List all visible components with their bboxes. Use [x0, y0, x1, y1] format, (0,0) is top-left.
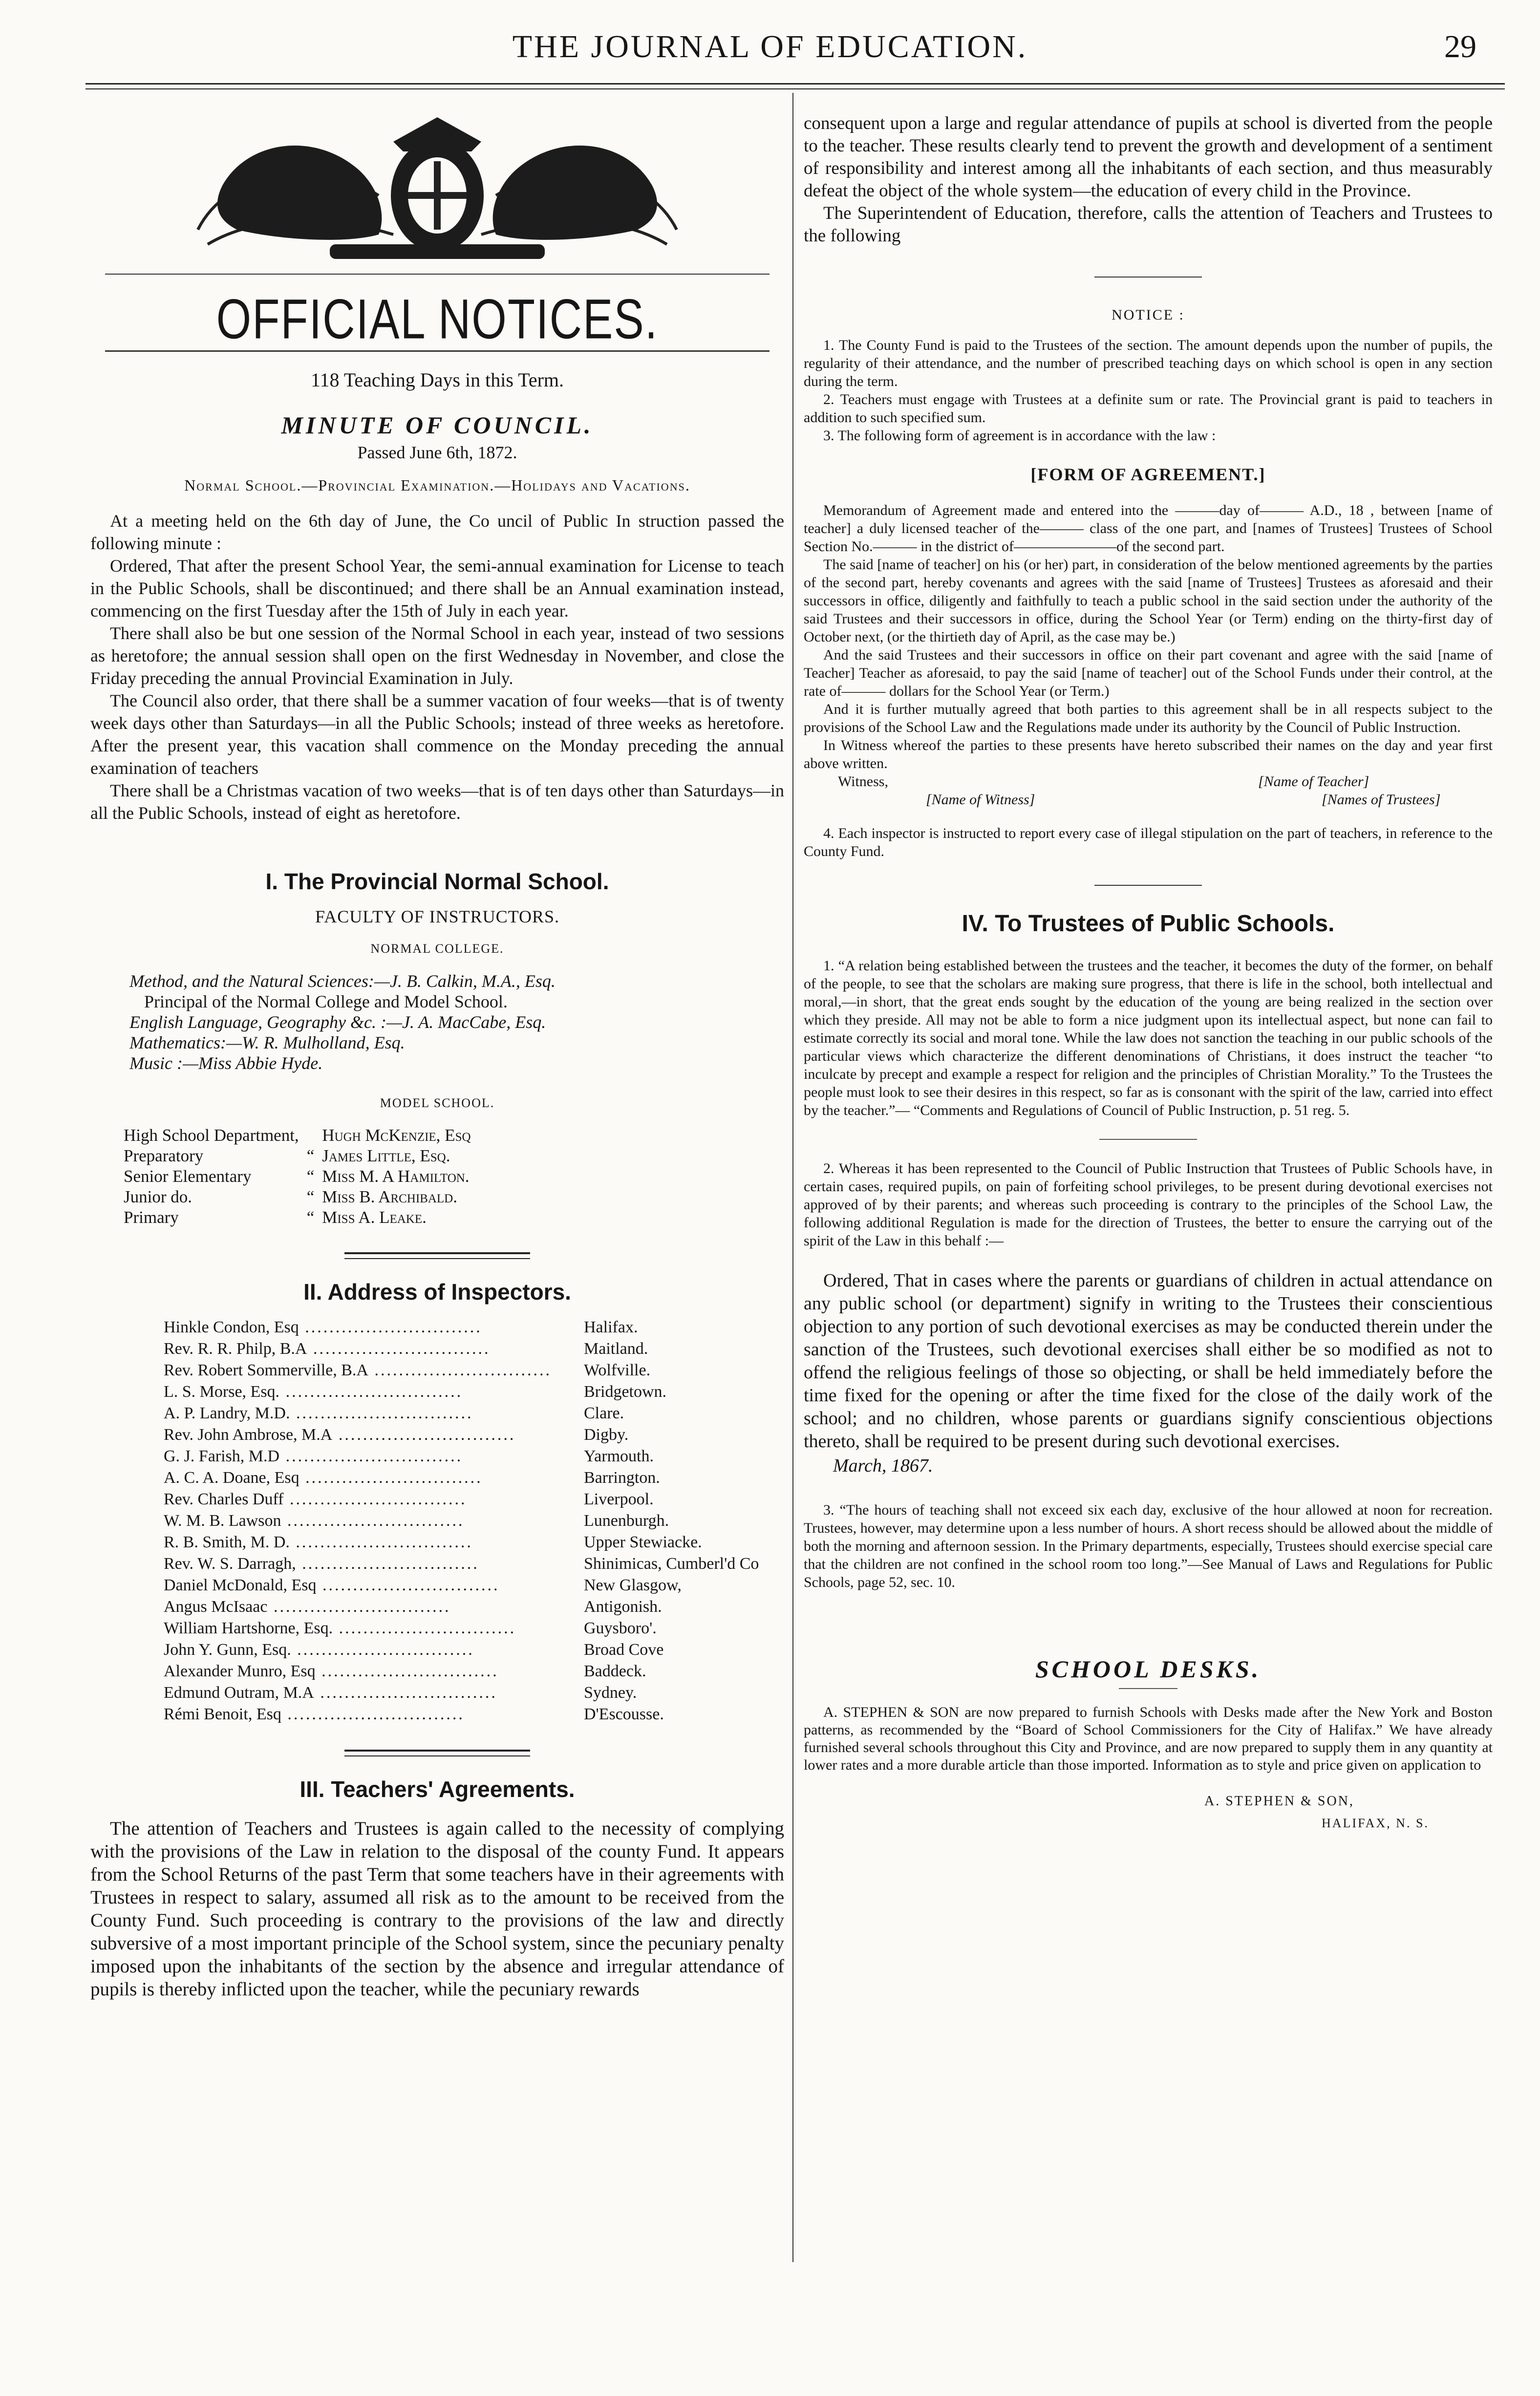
table-cell: “: [306, 1187, 315, 1206]
header-rule: [86, 83, 1505, 89]
passed-date: Passed June 6th, 1872.: [357, 443, 517, 462]
inspector-name: Hinkle Condon, Esq: [164, 1318, 299, 1336]
leader-dots: .............................: [368, 1361, 552, 1379]
leader-dots: .............................: [289, 1533, 473, 1551]
inspector-name: William Hartshorne, Esq.: [164, 1619, 333, 1637]
witness-label: Witness,: [838, 773, 888, 790]
table-row: [164, 1532, 770, 1553]
journal-title: THE JOURNAL OF EDUCATION.: [512, 29, 1028, 64]
instructor: Mathematics:—W. R. Mulholland, Esq.: [129, 1033, 405, 1052]
section-heading: II. Address of Inspectors.: [303, 1279, 571, 1305]
table-row: [164, 1639, 770, 1661]
paragraph: The Council also order, that there shall be a summer vacation of four weeks—that is of twenty week days other than Saturdays—in all the Public Schools; instead of three weeks as heretofore. After the present year, this vacation shall commence on the Monday preceding the annual examination of teachers: [90, 691, 784, 778]
table-row: [120, 1125, 475, 1146]
witness-block: [804, 772, 1493, 812]
notice-item: 1. The County Fund is paid to the Trustees of the section. The amount depends upon the number of pupils, the regularity of their attendance, and the number of prescribed teaching days on which school is open in any section during the term.: [804, 337, 1493, 389]
crest-rule: [105, 274, 770, 275]
inspector-name: Rev. Robert Sommerville, B.A: [164, 1361, 368, 1379]
instructor: Method, and the Natural Sciences:—J. B. Calkin, M.A., Esq.: [129, 971, 556, 991]
leader-dots: .............................: [290, 1404, 473, 1422]
inspector-place: Digby.: [584, 1426, 629, 1444]
table-cell: James Little, Esq.: [322, 1146, 450, 1165]
table-row: [164, 1360, 770, 1381]
regulation-paragraph: 1. “A relation being established between the trustees and the teacher, it becomes the duty of the former, on behalf of the people, to see that the scholars are making sure progress, that there is life in the school, both intellectual and moral,—in short, that the great ends sought by the education of the young are being realized in the section over which they preside. All may not be able to form a nice judgment upon its intellectual aspect, but none can fail to estimate correctly its social and moral tone. While the law does not sanction the teaching in our public schools of the particular views which characterize the different denominations of Christians, it does instruct the teacher “to inculcate by precept and example a respect for religion and the principles of Christian Morality.” To the Trustees the people must look to see their desires in this respect, so far as is consonant with the spirit of the law, carried into effect by the teacher.”— “Comments and Regulations of Council of Public Instruction, p. 51 reg. 5.: [804, 958, 1493, 1118]
table-row: [164, 1510, 770, 1532]
table-row: [164, 1618, 770, 1639]
table-row: [164, 1661, 770, 1682]
inspector-name: G. J. Farish, M.D: [164, 1447, 280, 1465]
inspector-name: Rev. Charles Duff: [164, 1490, 284, 1508]
inspector-place: D'Escousse.: [584, 1705, 664, 1723]
section-heading: I. The Provincial Normal School.: [265, 869, 609, 894]
minute-title: MINUTE OF COUNCIL.: [281, 411, 594, 439]
desks-advertisement: A. STEPHEN & SON are now prepared to furnish Schools with Desks made after the New York and Boston patterns, as recommended by the “Board of School Commissioners for the City of Halifax.” We have already furnished several schools throughout this City and Province, and are now prepared to supply them in any quantity at lower rates and a more durable article than those imported. Information as to style and price given on application to: [804, 1704, 1493, 1773]
inspector-place: Baddeck.: [584, 1662, 646, 1680]
form-paragraph: Memorandum of Agreement made and entered into the ———day of——— A.D., 18 , between [name of teacher] a duly licensed teacher of the——— class of the one part, and [names of Trustees] Trustees of School Section No.——— in the district of———————of the second part.: [804, 502, 1493, 555]
instructor: Principal of the Normal College and Model School.: [144, 992, 508, 1011]
inspector-place: Guysboro'.: [584, 1619, 657, 1637]
table-cell: “: [306, 1167, 315, 1186]
regulation-paragraph: 3. “The hours of teaching shall not exceed six each day, exclusive of the hour allowed at noon for recreation. Trustees, however, may determine upon a less number of hours. A short recess should be allowed about the middle of both the morning and afternoon session. In the Primary departments, especially, Trustees should exercise special care that the children are not confined in the school room too long.”—See Manual of Laws and Regulations for Public Schools, page 52, sec. 10.: [804, 1502, 1493, 1590]
inspector-name: Rémi Benoit, Esq: [164, 1705, 281, 1723]
table-cell: Junior do.: [124, 1187, 192, 1206]
section-rule: [344, 1750, 530, 1756]
inspector-place: Broad Cove: [584, 1641, 664, 1659]
leader-dots: .............................: [332, 1426, 516, 1444]
notice-item: 2. Teachers must engage with Trustees at a definite sum or rate. The Provincial grant is paid to teachers in addition to such specified sum.: [804, 391, 1493, 426]
official-notices-title: OFFICIAL NOTICES.: [216, 288, 659, 351]
inspector-place: New Glasgow,: [584, 1576, 682, 1594]
table-row: [120, 1146, 475, 1166]
column-rule: [792, 93, 793, 2262]
inspector-name: A. C. A. Doane, Esq: [164, 1469, 299, 1487]
right-column: [804, 112, 1493, 1831]
table-row: [164, 1553, 770, 1575]
form-paragraph: And the said Trustees and their successors in office on their part covenant and agree with the said [name of Teacher] Teacher as aforesaid, to pay the said [name of teacher] out of the School Funds under their control, at the rate of——— dollars for the School Year (or Term.): [804, 647, 1493, 699]
witness-placeholder: [Name of Witness]: [926, 792, 1035, 808]
table-cell: Miss M. A Hamilton.: [322, 1167, 470, 1186]
table-row: [164, 1704, 770, 1725]
inspector-name: R. B. Smith, M. D.: [164, 1533, 290, 1551]
paragraph: Ordered, That after the present School Year, the semi-annual examination for License to teach in the Public Schools, shall be discontinued; and there shall be an Annual examination instead, commencing on the first Tuesday after the 15th of July in each year.: [90, 556, 784, 620]
school-desks-heading: SCHOOL DESKS.: [1035, 1655, 1262, 1683]
section-heading: III. Teachers' Agreements.: [299, 1776, 575, 1802]
advertiser-location: HALIFAX, N. S.: [1322, 1816, 1429, 1830]
table-row: [120, 1207, 475, 1228]
inspector-place: Antigonish.: [584, 1598, 662, 1616]
advertiser-name: A. STEPHEN & SON,: [1204, 1794, 1354, 1809]
leader-dots: .............................: [279, 1383, 463, 1401]
leader-dots: .............................: [315, 1662, 499, 1680]
inspector-name: Edmund Outram, M.A: [164, 1684, 314, 1702]
inspector-place: Yarmouth.: [584, 1447, 654, 1465]
inspector-place: Liverpool.: [584, 1490, 654, 1508]
divider-rule: [1094, 885, 1202, 886]
normal-school-heading: Normal School.—Provincial Examination.—Holidays and Vacations.: [184, 476, 690, 494]
inspector-name: Rev. W. S. Darragh,: [164, 1555, 296, 1573]
leader-dots: .............................: [333, 1619, 516, 1637]
table-row: [120, 1166, 475, 1187]
inspector-name: A. P. Landry, M.D.: [164, 1404, 290, 1422]
left-column: [90, 98, 784, 2001]
page-number: 29: [1444, 29, 1476, 64]
leader-dots: .............................: [296, 1555, 479, 1573]
table-row: [164, 1682, 770, 1704]
table-row: [164, 1338, 770, 1360]
divider-rule: [1094, 277, 1202, 278]
divider-rule: [1099, 1139, 1197, 1140]
form-paragraph: And it is further mutually agreed that both parties to this agreement shall be in all respects subject to the provisions of the School Law and the Regulations made under its authority by the Council of Public Instruction.: [804, 701, 1493, 735]
notice-item: 3. The following form of agreement is in accordance with the law :: [823, 428, 1216, 444]
teacher-placeholder: [Name of Teacher]: [1258, 773, 1369, 790]
notice-item: 4. Each inspector is instructed to report every case of illegal stipulation on the part of teachers, in reference to the County Fund.: [804, 825, 1493, 859]
table-cell: Miss B. Archibald.: [322, 1187, 457, 1206]
inspector-name: Rev. John Ambrose, M.A: [164, 1426, 333, 1444]
notice-heading: NOTICE :: [1112, 307, 1185, 323]
inspector-place: Maitland.: [584, 1340, 648, 1358]
royal-crest-icon: [169, 112, 706, 269]
inspector-place: Bridgetown.: [584, 1383, 667, 1401]
inspector-name: W. M. B. Lawson: [164, 1512, 281, 1530]
table-row: [164, 1446, 770, 1467]
inspector-place: Wolfville.: [584, 1361, 651, 1379]
table-cell: Preparatory: [124, 1146, 204, 1165]
table-row: [164, 1317, 770, 1338]
model-school-table: [120, 1125, 475, 1228]
table-cell: “: [306, 1208, 315, 1227]
leader-dots: .............................: [281, 1512, 465, 1530]
table-row: [164, 1596, 770, 1618]
leader-dots: .............................: [267, 1598, 451, 1616]
inspector-name: Angus McIsaac: [164, 1598, 268, 1616]
teaching-days: 118 Teaching Days in this Term.: [310, 369, 564, 391]
inspector-name: Alexander Munro, Esq: [164, 1662, 316, 1680]
table-cell: High School Department,: [124, 1126, 299, 1145]
table-cell: “: [306, 1146, 315, 1165]
table-cell: Hugh McKenzie, Esq: [322, 1126, 471, 1145]
section-heading: IV. To Trustees of Public Schools.: [962, 911, 1335, 937]
table-row: [164, 1403, 770, 1424]
table-row: [164, 1575, 770, 1596]
instructor: English Language, Geography &c. :—J. A. MacCabe, Esq.: [129, 1012, 546, 1032]
leader-dots: .............................: [291, 1641, 474, 1659]
leader-dots: .............................: [316, 1576, 500, 1594]
leader-dots: .............................: [299, 1469, 483, 1487]
inspector-name: L. S. Morse, Esq.: [164, 1383, 280, 1401]
leader-dots: .............................: [283, 1490, 467, 1508]
table-cell: [303, 1125, 319, 1146]
faculty-heading: FACULTY OF INSTRUCTORS.: [315, 907, 560, 926]
table-row: [164, 1489, 770, 1510]
leader-dots: .............................: [281, 1705, 465, 1723]
form-paragraph: The said [name of teacher] on his (or her) part, in consideration of the below mentioned agreements by the parties of the second part, hereby covenants and agrees with the said [name of Trustees] Trustees as aforesaid and their successors in office, diligently and faithfully to teach a public school in the said section under the authority of the said Trustees and their successors in office, during the School Year (or Term) ending on the thirty-first day of October next, (or the thirtieth day of April, as the case may be.): [804, 556, 1493, 645]
superintendent-paragraph: The Superintendent of Education, therefore, calls the attention of Teachers and Trustees to the following: [804, 203, 1493, 246]
inspector-place: Lunenburgh.: [584, 1512, 669, 1530]
divider-rule: [1119, 1688, 1177, 1689]
section-rule: [344, 1252, 530, 1259]
leader-dots: .............................: [314, 1684, 497, 1702]
table-row: [120, 1187, 475, 1207]
instructor: Music :—Miss Abbie Hyde.: [129, 1053, 323, 1073]
ordered-paragraph: Ordered, That in cases where the parents or guardians of children in actual attendance on any public school (or department) signify in writing to the Trustees their conscientious objection to any portion of such devotional exercises as may be conducted therein under the sanction of the Trustees, such devotional exercises shall either be so modified as not to offend the religious feelings of those so objecting, or shall be held immediately before the time fixed for the opening or after the time fixed for the close of the daily work of the school; and no children, whose parents or guardians signify conscientious objections thereto, shall be required to be present during such devotional exercises.: [804, 1270, 1493, 1452]
regulation-paragraph: 2. Whereas it has been represented to the Council of Public Instruction that Trustees of Public Schools have, in certain cases, required pupils, on pain of forfeiting school privileges, to be present during devotional exercises not approved of by their parents; and whereas such proceeding is contrary to the principles of the School Law, the following additional Regulation is made for the direction of Trustees, the better to ensure the carrying out of the spirit of the Law in this behalf :—: [804, 1160, 1493, 1249]
continuation-paragraph: consequent upon a large and regular attendance of pupils at school is diverted from the people to the teacher. These results clearly tend to prevent the growth and development of a sentiment of responsibility and interest among all the inhabitants of each section, and thus measurably defeat the object of the whole system—the education of every child in the Province.: [804, 113, 1493, 201]
inspector-place: Upper Stewiacke.: [584, 1533, 702, 1551]
ordered-date: March, 1867.: [833, 1455, 933, 1476]
inspector-place: Clare.: [584, 1404, 624, 1422]
model-school-heading: MODEL SCHOOL.: [380, 1096, 495, 1110]
paragraph: At a meeting held on the 6th day of June, the Co uncil of Public In struction passed the following minute :: [90, 511, 784, 553]
paragraph: There shall be a Christmas vacation of two weeks—that is of ten days other than Saturdays—in all the Public Schools, instead of eight as heretofore.: [90, 781, 784, 823]
inspector-place: Sydney.: [584, 1684, 637, 1702]
table-row: [164, 1381, 770, 1403]
inspector-table: [164, 1317, 770, 1725]
table-cell: Miss A. Leake.: [322, 1208, 427, 1227]
normal-college-heading: NORMAL COLLEGE.: [370, 941, 504, 956]
inspector-place: Shinimicas, Cumberl'd Co: [584, 1555, 759, 1573]
form-heading: [FORM OF AGREEMENT.]: [1030, 465, 1266, 484]
table-row: [164, 1467, 770, 1489]
table-cell: Senior Elementary: [124, 1167, 252, 1186]
leader-dots: .............................: [279, 1447, 463, 1465]
inspector-place: Barrington.: [584, 1469, 660, 1487]
inspector-name: Rev. R. R. Philp, B.A: [164, 1340, 307, 1358]
inspector-name: Daniel McDonald, Esq: [164, 1576, 317, 1594]
form-paragraph: In Witness whereof the parties to these presents have hereto subscribed their names on the day and year first above written.: [804, 737, 1493, 771]
inspector-name: John Y. Gunn, Esq.: [164, 1641, 291, 1659]
teachers-agreements-paragraph: The attention of Teachers and Trustees is again called to the necessity of complying with the provisions of the Law in relation to the disposal of the county Fund. It appears from the School Returns of the past Term that some teachers have in their agreements with Trustees in respect to salary, assumed all risk as to the amount to be received from the County Fund. Such proceeding is contrary to the provisions of the law and directly subversive of a most important principle of the School system, since the pecuniary penalty imposed upon the inhabitants of the section by the absence and irregular attendance of pupils is thereby inflicted upon the teacher, while the pecuniary rewards: [90, 1818, 784, 2000]
table-row: [164, 1424, 770, 1446]
inspector-place: Halifax.: [584, 1318, 638, 1336]
paragraph: There shall also be but one session of the Normal School in each year, instead of two sessions as heretofore; the annual session shall open on the first Wednesday in November, and close the Friday preceding the annual Provincial Examination in July.: [90, 623, 784, 688]
instructor-list: [129, 971, 784, 1073]
table-cell: Primary: [124, 1208, 179, 1227]
trustees-placeholder: [Names of Trustees]: [1322, 792, 1441, 808]
leader-dots: .............................: [307, 1340, 491, 1358]
leader-dots: .............................: [299, 1318, 482, 1336]
